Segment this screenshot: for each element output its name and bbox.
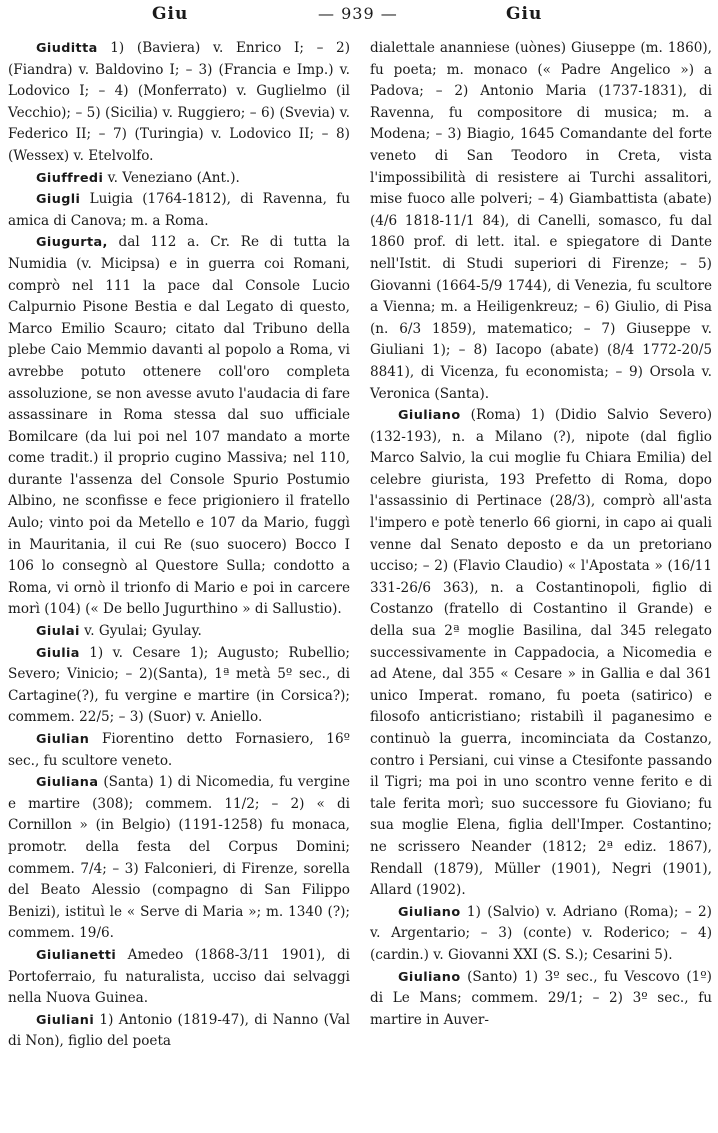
headword: Giulianetti <box>36 947 117 963</box>
headword: Giulia <box>36 645 80 661</box>
headword: Giulai <box>36 624 80 640</box>
headword: Giulian <box>36 732 90 747</box>
headword: Giuliano <box>398 969 461 985</box>
entry-giuliano-santo <box>370 967 712 1032</box>
entry-text: 1) v. Cesare 1); Augusto; Rubellio; Severo; Vinicio; – 2)(Santa), 1ª metà 5º sec., di Cartagine(?), fu vergine e martire (in Corsica?); commem. 22/5; – 3) (Suor) v. Aniello. <box>8 644 350 726</box>
headword: Giuliano <box>398 904 461 920</box>
left-column <box>8 38 350 1053</box>
headword: Giuffredi <box>36 170 104 186</box>
entry-giuliano-roma <box>370 405 712 902</box>
entry-giugli <box>8 189 350 232</box>
entry-giuliano-salvio <box>370 902 712 967</box>
right-column <box>370 38 712 1031</box>
headword: Giuliana <box>36 775 99 791</box>
entry-text: dialettale ananniese (uònes) Giuseppe (m. 1860), fu poeta; m. monaco (« Padre Angelico ») a Padova; – 2) Antonio Maria (1737-1831), di Ravenna, fu compositore di musica; m. a Modena; – 3) Biagio, 1645 Comandante del forte veneto di San Teodoro in Creta, vista l'impossibilità di resistere ai Turchi assalitori, mise fuoco alle polveri; – 4) Giambattista (abate) (4/6 1818-11/1 84), di Canelli, somasco, fu dal 1860 prof. di lett. ital. e spiegatore di Dante nell'Istit. di Studi superiori di Firenze; – 5) Giovanni (1664-5/9 1744), di Venezia, fu scultore a Vienna; m. a Heiligenkreuz; – 6) Giulio, di Pisa (n. 6/3 1859), matematico; – 7) Giuseppe v. Giuliani 1); – 8) Iacopo (abate) (8/4 1772-20/5 8841), di Vicenza, fu economista; – 9) Orsola v. Veronica (Santa). <box>370 40 712 402</box>
entry-text: v. Gyulai; Gyulay. <box>79 623 202 640</box>
entry-giulianetti <box>8 945 350 1010</box>
headword: Giugli <box>36 192 81 208</box>
running-head-right: Giu <box>506 4 543 24</box>
entry-giuliana <box>8 772 350 945</box>
entry-giuliani <box>8 1010 350 1053</box>
headword: Giugurta, <box>36 235 108 251</box>
entry-giulai <box>8 621 350 643</box>
entry-text: Fiorentino detto Fornasiero, 16º sec., fu scultore veneto. <box>8 731 350 769</box>
entry-giulia <box>8 643 350 729</box>
entry-text: v. Veneziano (Ant.). <box>103 169 240 186</box>
running-head-left: Giu <box>152 4 189 24</box>
entry-giugurta <box>8 232 350 621</box>
entry-giuditta <box>8 38 350 168</box>
entry-text: 1) Antonio (1819-47), di Nanno (Val di Non), figlio del poeta <box>8 1011 350 1050</box>
headword: Giuditta <box>36 41 98 56</box>
page-number: — 939 — <box>318 4 398 23</box>
entry-text: (Santa) 1) di Nicomedia, fu vergine e martire (308); commem. 11/2; – 2) « di Cornillon » (in Belgio) (1191-1258) fu monaca, promotr. della festa del Corpus Domini; commem. 7/4; – 3) Falconieri, di Firenze, sorella del Beato Alessio (compagno di San Filippo Benizi), istituì le « Serve di Maria »; m. 1340 (?); commem. 19/6. <box>8 774 350 942</box>
page-header <box>0 4 718 30</box>
entry-text: 1) (Salvio) v. Adriano (Roma); – 2) v. Argentario; – 3) (conte) v. Roderico; – 4) (cardin.) v. Giovanni XXI (S. S.); Cesarini 5). <box>370 903 712 963</box>
entry-text: Luigia (1764-1812), di Ravenna, fu amica di Canova; m. a Roma. <box>8 191 350 229</box>
entry-giuffredi <box>8 168 350 190</box>
headword: Giuliano <box>398 408 461 424</box>
entry-text: (Santo) 1) 3º sec., fu Vescovo (1º) di Le Mans; commem. 29/1; – 2) 3º sec., fu martire in Auver- <box>370 968 712 1028</box>
headword: Giuliani <box>36 1012 95 1028</box>
entry-text: dal 112 a. Cr. Re di tutta la Numidia (v. Micipsa) e in guerra coi Romani, comprò nel 111 la pace dal Console Lucio Calpurnio Pisone Bestia e dal Legato di questo, Marco Emilio Scauro; citato dal Tribuno della plebe Caio Memmio davanti al popolo a Roma, vi avrebbe potuto ottenere coll'oro completa assoluzione, se non avesse avuto l'audacia di fare assassinare in Roma stessa dal suo ufficiale Bomilcare (da lui poi nel 107 mandato a morte come tradit.) il proprio cugino Massiva; nel 110, durante l'assenza del Console Spurio Postumio Albino, ne sconfisse e fece prigioniero il fratello Aulo; vinto poi da Metello e 107 da Mario, fuggì in Mauritania, il cui Re (suo suocero) Bocco I 106 lo consegnò al Questore Sulla; condotto a Roma, vi ornò il trionfo di Mario e poi in carcere morì (104) (« De bello Jugurthino » di Sallustio). <box>8 234 350 618</box>
entry-text: 1) (Baviera) v. Enrico I; – 2) (Fiandra) v. Baldovino I; – 3) (Francia e Imp.) v. Lodovico I; – 4) (Monferrato) v. Guglielmo (il Vecchio); – 5) (Sicilia) v. Ruggiero; – 6) (Svevia) v. Federico II; – 7) (Turingia) v. Lodovico II; – 8) (Wessex) v. Etelvolfo. <box>8 40 350 164</box>
entry-giulian <box>8 729 350 772</box>
entry-text: (Roma) 1) (Didio Salvio Severo) (132-193), n. a Milano (?), nipote (dal figlio Marco Salvio, la cui moglie fu Chiara Emilia) del celebre giurista, 193 Prefetto di Roma, dopo l'assassinio di Pertinace (28/3), comprò all'asta l'impero e potè tenerlo 66 giorni, in capo ai quali venne dal Senato deposto e da un pretoriano ucciso; – 2) (Flavio Claudio) « l'Apostata » (16/11 331-26/6 363), n. a Costantinopoli, figlio di Costanzo (fratello di Costantino il Grande) e della sua 2ª moglie Basilina, dal 345 relegato successivamente in Cappadocia, a Nicomedia e ad Atene, dal 355 « Cesare » in Gallia e dal 361 unico Imperat. romano, fu poeta (satirico) e filosofo anticristiano; ristabilì il paganesimo e continuò la guerra, incominciata da Costanzo, contro i Persiani, cui vinse a Ctesifonte passando il Tigri; ma poi in uno scontro venne ferito e di tale ferita morì; suo successore fu Gioviano; fu sua moglie Elena, figlia dell'Imper. Costantino; ne scrissero Neander (1812; 2ª ediz. 1867), Rendall (1879), Müller (1901), Negri (1901), Allard (1902). <box>370 407 712 899</box>
entry-giuliani-continued <box>370 38 712 405</box>
entry-text: Amedeo (1868-3/11 1901), di Portoferraio, fu naturalista, ucciso dai selvaggi nella Nuova Guinea. <box>8 946 350 1007</box>
